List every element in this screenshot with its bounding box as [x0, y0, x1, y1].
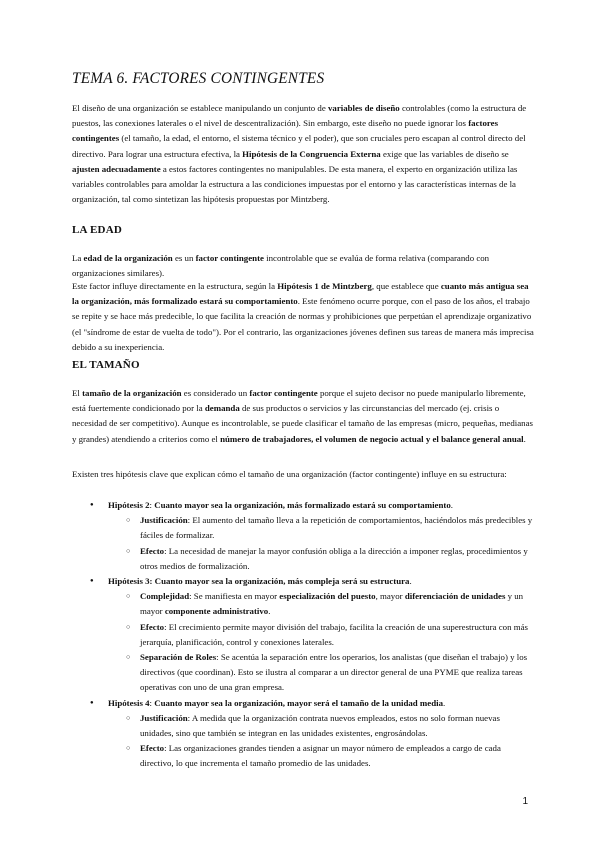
bold-text: edad de la organización [83, 253, 173, 263]
text-run: . [443, 697, 446, 708]
text-run: : La necesidad de manejar la mayor confusión obliga a la dirección a imponer reglas, procedimientos y otros medios de formalización. [140, 545, 528, 571]
bold-text: Cuanto mayor sea la organización, más formalizado estará su comportamiento [154, 500, 451, 510]
bold-text: Cuanto mayor sea la organización, mayor será el tamaño de la unidad media [154, 697, 444, 708]
section-heading-tamano: EL TAMAÑO [72, 359, 140, 371]
bold-text: Hipótesis de la Congruencia Externa [242, 148, 381, 159]
text-run: . [523, 433, 526, 444]
bold-text: Hipótesis 2 [108, 500, 150, 510]
text-run: Existen tres hipótesis clave que explican cómo el tamaño de una organización (factor contingente) influye en su estructura: [72, 469, 507, 479]
section-heading-edad: LA EDAD [72, 224, 122, 236]
hypothesis-subitem [108, 544, 534, 574]
hypothesis-item [72, 498, 534, 574]
text-run: controlables (como la estructura de puestos, las conexiones laterales o el nivel de descentralización). Sin embargo, este diseño no puede ignorar los [72, 103, 527, 129]
hypothesis-subitem [108, 589, 534, 619]
text-run: y un mayor [140, 591, 524, 617]
edad-paragraph-2 [72, 279, 534, 355]
bold-text: diferenciación de unidades [404, 591, 506, 602]
text-run: El diseño de una organización se establece manipulando un conjunto de [72, 103, 328, 113]
text-run: La [72, 253, 84, 263]
edad-paragraph-1 [72, 251, 534, 281]
bold-text: Complejidad [140, 591, 190, 602]
bold-text: variables de diseño [327, 103, 400, 113]
text-run: es considerado un [181, 388, 250, 398]
bold-text: Justificación [140, 712, 188, 723]
text-run: porque el sujeto decisor no puede manipularlo libremente, está fuertemente condicionado por la [72, 388, 526, 414]
text-run: : Se manifiesta en mayor [189, 591, 280, 602]
bold-text: ajusten adecuadamente [72, 163, 161, 174]
hypotheses-list [72, 498, 534, 772]
hypothesis-subitem [108, 620, 534, 650]
document-title: TEMA 6. FACTORES CONTINGENTES [72, 70, 325, 87]
text-run: a estos factores contingentes no manipulables. De esta manera, el experto en organización utiliza las variables controlables para amoldar la estructura a las condiciones impuestas por el entorno y las características internas de la organización, tal como sintetizan las hipótesis propuestas por Mintzberg. [72, 163, 518, 205]
hypothesis-subitem [108, 513, 534, 543]
bold-text: factor contingente [249, 388, 318, 398]
text-run: . [409, 576, 412, 587]
bold-text: demanda [204, 403, 240, 414]
bold-text: Hipótesis 1 de Mintzberg [277, 281, 372, 291]
text-run: . [268, 606, 271, 617]
page-number: 1 [522, 796, 528, 807]
text-run: es un [172, 253, 196, 263]
bold-text: componente administrativo [164, 606, 269, 617]
text-run: incontrolable que se evalúa de forma relativa (comparando con organizaciones similares). [72, 253, 490, 279]
bold-text: factor contingente [195, 253, 264, 263]
text-run: El [72, 388, 83, 398]
text-run: . [450, 500, 453, 510]
text-run: . Este fenómeno ocurre porque, con el paso de los años, el trabajo se repite y se hace más predecible, lo que facilita la creación de normas y prohibiciones que perpetúan el aprendizaje organizativo (el "síndrome de estar de vuelta de todo"). Por el contrario, las organizaciones jóvenes definen sus tareas de manera más imprecisa debido a su inexperiencia. [72, 296, 534, 352]
text-run: : El crecimiento permite mayor división del trabajo, facilita la creación de una superestructura con más jerarquía, planificación, control y conexiones laterales. [140, 621, 528, 647]
text-run: , que establece que [371, 281, 441, 291]
bold-text: factores contingentes [72, 118, 499, 144]
hypothesis-sublist [108, 589, 534, 695]
text-run: : El aumento del tamaño lleva a la repetición de comportamientos, haciéndolos más predecibles y fáciles de formalizar. [140, 515, 533, 541]
text-run: exige que las variables de diseño se [380, 148, 509, 159]
text-run: : Se acentúa la separación entre los operarios, los analistas (que diseñan el trabajo) y los directivos (que coordinan). Esto se ilustra al comparar a un director general de una PYME que realiza tareas operativas con uno de una gran empresa. [140, 652, 528, 693]
bold-text: Efecto [140, 545, 165, 556]
text-run: , mayor [375, 591, 405, 602]
hypothesis-heading [108, 498, 534, 513]
intro-paragraph [72, 101, 534, 207]
bold-text: Efecto [140, 621, 165, 632]
hypothesis-sublist [108, 711, 534, 772]
hypothesis-subitem [108, 650, 534, 696]
tamano-paragraph-1 [72, 386, 534, 447]
bold-text: tamaño de la organización [82, 388, 182, 398]
hypothesis-sublist [108, 513, 534, 574]
bold-text: número de trabajadores, el volumen de negocio actual y el balance general anual [220, 433, 524, 444]
bold-text: Hipótesis 4 [108, 697, 150, 708]
tamano-paragraph-2 [72, 467, 534, 482]
hypothesis-subitem [108, 741, 534, 771]
bold-text: cuanto más antigua sea la organización, más formalizado estará su comportamiento [72, 281, 529, 307]
bold-text: Justificación [140, 515, 188, 526]
text-run: (el tamaño, la edad, el entorno, el sistema técnico y el poder), que son cruciales pero escapan al control directo del directivo. Para lograr una estructura efectiva, la [72, 133, 526, 159]
text-run: Este factor influye directamente en la estructura, según la [72, 281, 278, 291]
bold-text: Hipótesis 3: Cuanto mayor sea la organización, más compleja será su estructura [108, 576, 410, 587]
bold-text: Efecto [140, 743, 165, 754]
bold-text: Separación de Roles [140, 652, 217, 663]
bold-text: especialización del puesto [279, 591, 376, 602]
hypothesis-heading [108, 574, 534, 589]
text-run: : [149, 500, 155, 510]
hypothesis-item [72, 696, 534, 772]
hypothesis-heading [108, 696, 534, 711]
text-run: de sus productos o servicios y las circunstancias del mercado (ej. crisis o necesidad de ser competitivo). Aunque es incontrolable, se puede clasificar el tamaño de las empresas (micro, pequeñas, medianas y grandes) atendiendo a criterios como el [72, 403, 533, 444]
hypothesis-subitem [108, 711, 534, 741]
text-run: : A medida que la organización contrata nuevos empleados, estos no solo forman nuevas unidades, sino que también se integran en las unidades existentes, engrosándolas. [140, 712, 500, 739]
hypothesis-item [72, 574, 534, 696]
text-run: : [149, 697, 155, 708]
text-run: : Las organizaciones grandes tienden a asignar un mayor número de empleados a cargo de cada directivo, lo que incrementa el tamaño promedio de las unidades. [140, 743, 501, 769]
